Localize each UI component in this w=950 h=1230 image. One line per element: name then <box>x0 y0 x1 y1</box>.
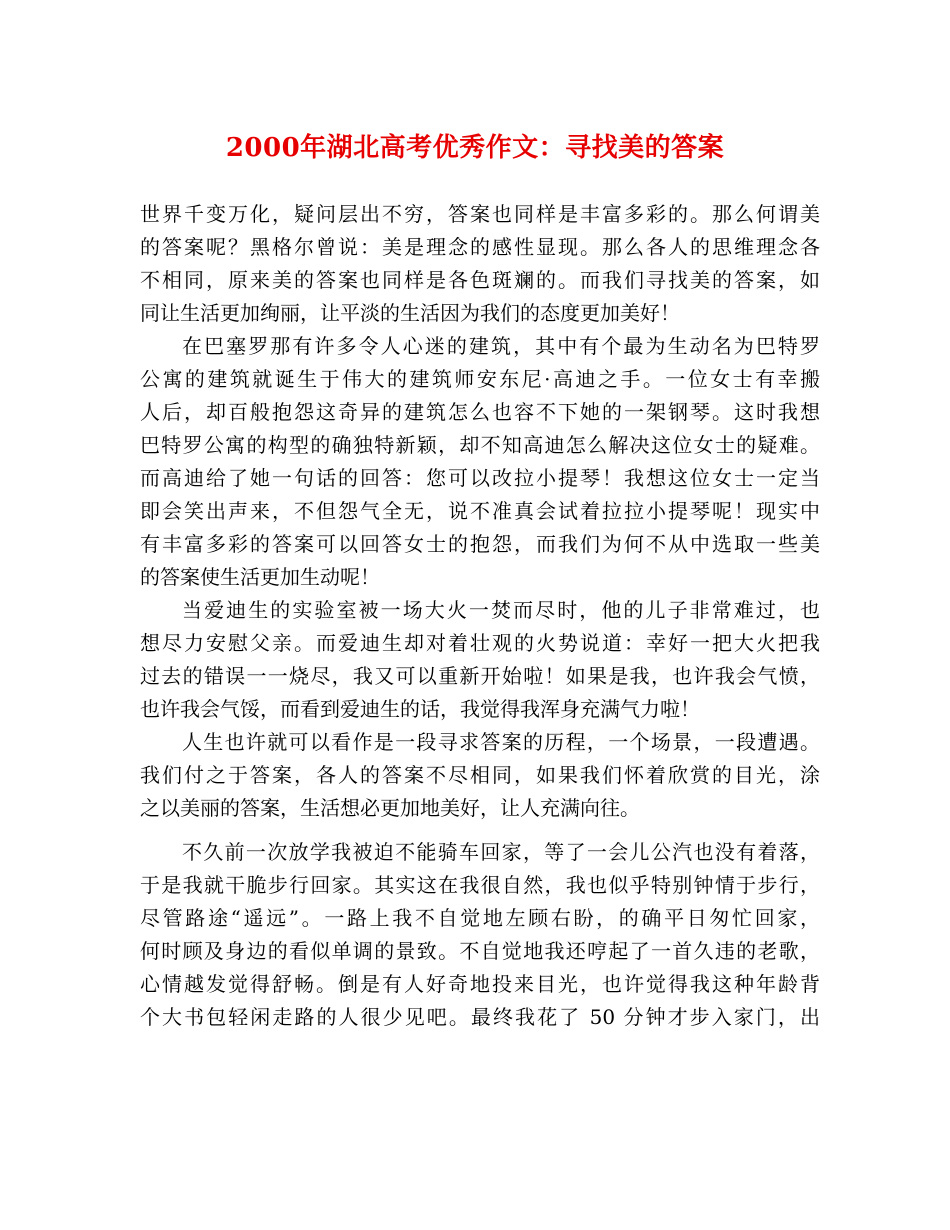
body-line: 我们付之于答案，各人的答案不尽相同，如果我们怀着欣赏的目光，涂 <box>140 763 820 787</box>
paragraph-first-line: 不久前一次放学我被迫不能骑车回家，等了一会儿公汽也没有着落， <box>182 840 820 864</box>
body-line: 世界千变万化，疑问层出不穷，答案也同样是丰富多彩的。那么何谓美 <box>140 202 820 226</box>
body-line: 尽管路途“遥远”。一路上我不自觉地左顾右盼，的确平日匆忙回家， <box>140 906 820 930</box>
body-line: 何时顾及身边的看似单调的景致。不自觉地我还哼起了一首久违的老歌， <box>140 939 820 963</box>
body-line: 之以美丽的答案，生活想必更加地美好，让人充满向往。 <box>140 796 640 820</box>
body-line: 个大书包轻闲走路的人很少见吧。最终我花了 50 分钟才步入家门，出 <box>140 1005 820 1029</box>
body-line: 即会笑出声来，不但怨气全无，说不准真会试着拉拉小提琴呢！现实中 <box>140 499 820 523</box>
body-line: 的答案使生活更加生动呢！ <box>140 565 380 589</box>
body-line: 过去的错误一一烧尽，我又可以重新开始啦！如果是我，也许我会气愤， <box>140 664 820 688</box>
body-line: 有丰富多彩的答案可以回答女士的抱怨，而我们为何不从中选取一些美 <box>140 532 820 556</box>
paragraph-first-line: 当爱迪生的实验室被一场大火一焚而尽时，他的儿子非常难过，也 <box>182 598 820 622</box>
body-line: 也许我会气馁，而看到爱迪生的话，我觉得我浑身充满气力啦！ <box>140 697 700 721</box>
paragraph-first-line: 人生也许就可以看作是一段寻求答案的历程，一个场景，一段遭遇。 <box>182 730 820 754</box>
body-line: 想尽力安慰父亲。而爱迪生却对着壮观的火势说道：幸好一把大火把我 <box>140 631 820 655</box>
paragraph-first-line: 在巴塞罗那有许多令人心迷的建筑，其中有个最为生动名为巴特罗 <box>182 334 820 358</box>
body-line: 而高迪给了她一句话的回答：您可以改拉小提琴！我想这位女士一定当 <box>140 466 820 490</box>
document-title: 2000年湖北高考优秀作文：寻找美的答案 <box>225 133 725 163</box>
body-line: 同让生活更加绚丽，让平淡的生活因为我们的态度更加美好！ <box>140 301 680 325</box>
body-line: 心情越发觉得舒畅。倒是有人好奇地投来目光，也许觉得我这种年龄背 <box>140 972 820 996</box>
body-line: 人后，却百般抱怨这奇异的建筑怎么也容不下她的一架钢琴。这时我想 <box>140 400 820 424</box>
body-line: 巴特罗公寓的构型的确独特新颖，却不知高迪怎么解决这位女士的疑难。 <box>140 433 820 457</box>
body-line: 的答案呢？黑格尔曾说：美是理念的感性显现。那么各人的思维理念各 <box>140 235 820 259</box>
body-line: 不相同，原来美的答案也同样是各色斑斓的。而我们寻找美的答案，如 <box>140 268 820 292</box>
body-line: 于是我就干脆步行回家。其实这在我很自然，我也似乎特别钟情于步行， <box>140 873 820 897</box>
body-line: 公寓的建筑就诞生于伟大的建筑师安东尼·高迪之手。一位女士有幸搬 <box>140 367 820 391</box>
